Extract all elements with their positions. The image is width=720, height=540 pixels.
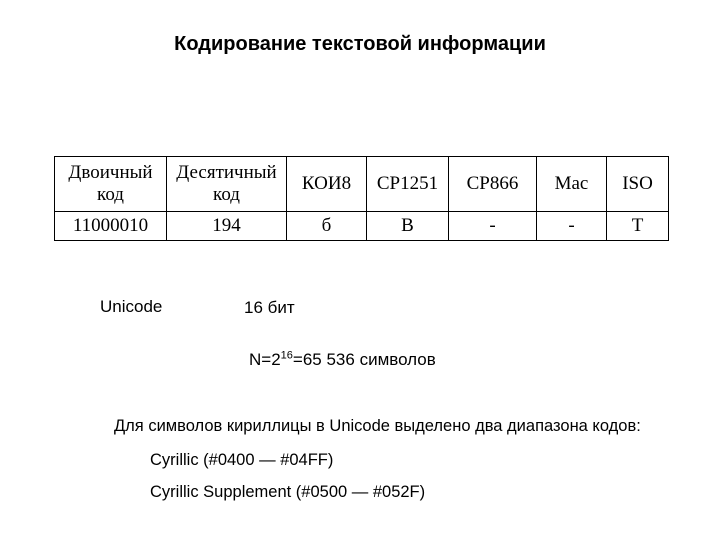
cyrillic-intro: Для символов кириллицы в Unicode выделено два диапазона кодов: [114,417,641,435]
header-cp1251: CP1251 [367,157,449,212]
table-header-row [55,157,669,212]
unicode-formula [249,350,436,370]
header-line: Двоичный [68,162,153,183]
cell-decimal: 194 [167,212,287,241]
encoding-table [54,156,669,241]
slide-title: Кодирование текстовой информации [174,33,546,55]
header-line: код [97,184,124,205]
formula-exponent: 16 [280,349,293,362]
cell-cp1251: В [367,212,449,241]
unicode-bits: 16 бит [244,298,295,317]
cell-koi8: б [287,212,367,241]
header-line: Десятичный [176,162,277,183]
cell-iso: Т [607,212,669,241]
header-decimal-code [167,157,287,212]
header-koi8: КОИ8 [287,157,367,212]
header-mac: Mac [537,157,607,212]
formula-prefix: N=2 [249,350,281,369]
cyrillic-range-1: Cyrillic (#0400 — #04FF) [150,451,334,469]
header-line: код [213,184,240,205]
header-iso: ISO [607,157,669,212]
cell-cp866: - [449,212,537,241]
header-cp866: CP866 [449,157,537,212]
formula-suffix: =65 536 символов [292,350,436,369]
cyrillic-range-2: Cyrillic Supplement (#0500 — #052F) [150,483,426,501]
table-row [55,212,669,241]
unicode-label: Unicode [100,297,163,316]
cell-mac: - [537,212,607,241]
cell-binary: 11000010 [55,212,167,241]
header-binary-code [55,157,167,212]
